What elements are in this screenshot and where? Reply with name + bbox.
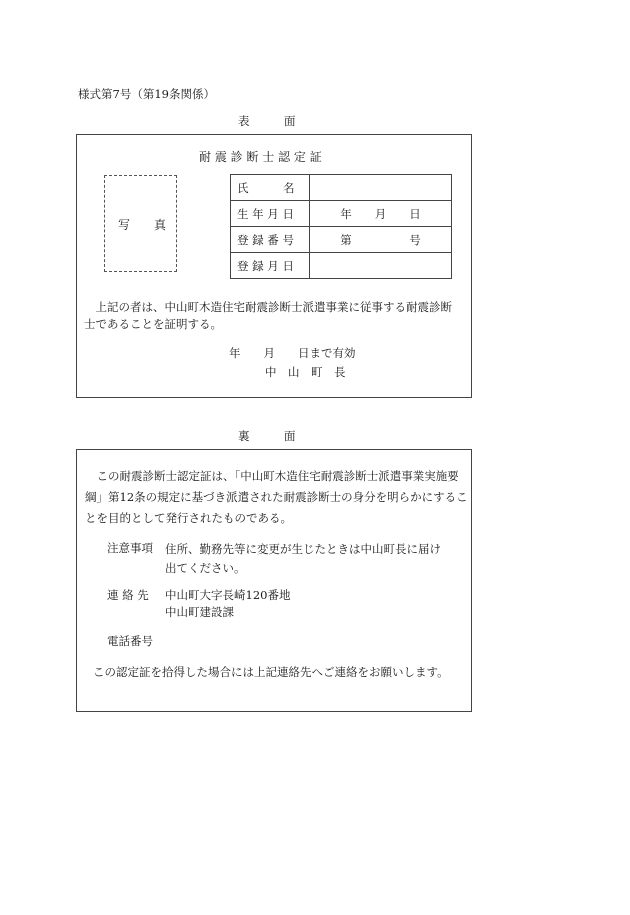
back-side-heading: 裏 面 (238, 429, 296, 443)
notice-label: 注意事項 (107, 541, 153, 555)
table-row (231, 253, 452, 279)
certificate-front (76, 134, 472, 398)
info-table (230, 174, 452, 279)
purpose-text (85, 466, 468, 529)
notice-line: 出てください。 (165, 561, 246, 575)
statement-line: 士であることを証明する。 (84, 317, 222, 331)
contact-line: 中山町建設課 (165, 605, 234, 619)
contact-line: 中山町大字長崎120番地 (165, 588, 291, 602)
birthdate-value: 年 月 日 (310, 201, 452, 227)
table-row (231, 175, 452, 201)
photo-placeholder (104, 175, 177, 272)
certificate-title: 耐 震 診 断 士 認 定 証 (199, 150, 322, 164)
table-row (231, 227, 452, 253)
registration-date-label: 登 録 月 日 (231, 253, 310, 279)
table-row (231, 201, 452, 227)
statement-line: 上記の者は、中山町木造住宅耐震診断士派遣事業に従事する耐震診断 (84, 300, 452, 314)
purpose-line: この耐震診断士認定証は、「中山町木造住宅耐震診断士派遣事業実施要 (85, 469, 459, 483)
purpose-line: 綱」第12条の規定に基づき派遣された耐震診断士の身分を明らかにするこ (85, 490, 468, 504)
valid-until: 年 月 日まで有効 (229, 346, 356, 360)
registration-number-label: 登 録 番 号 (231, 227, 310, 253)
photo-label: 写 真 (118, 218, 167, 232)
contact-label: 連 絡 先 (107, 588, 149, 602)
notice-text (165, 540, 441, 578)
certificate-back (76, 449, 472, 712)
notice-line: 住所、勤務先等に変更が生じたときは中山町長に届け (165, 542, 441, 556)
name-value (310, 175, 452, 201)
contact-address (165, 587, 290, 621)
name-label: 氏 名 (231, 175, 310, 201)
birthdate-label: 生 年 月 日 (231, 201, 310, 227)
purpose-line: とを目的として発行されたものである。 (85, 511, 292, 525)
form-number: 様式第7号（第19条関係） (78, 87, 215, 101)
registration-date-value (310, 253, 452, 279)
found-notice: この認定証を拾得した場合には上記連絡先へご連絡をお願いします。 (93, 665, 449, 679)
front-side-heading: 表 面 (238, 114, 296, 128)
phone-label: 電話番号 (107, 634, 153, 648)
registration-number-value: 第 号 (310, 227, 452, 253)
issuer-title: 中 山 町 長 (265, 365, 346, 379)
certification-statement (84, 299, 452, 333)
